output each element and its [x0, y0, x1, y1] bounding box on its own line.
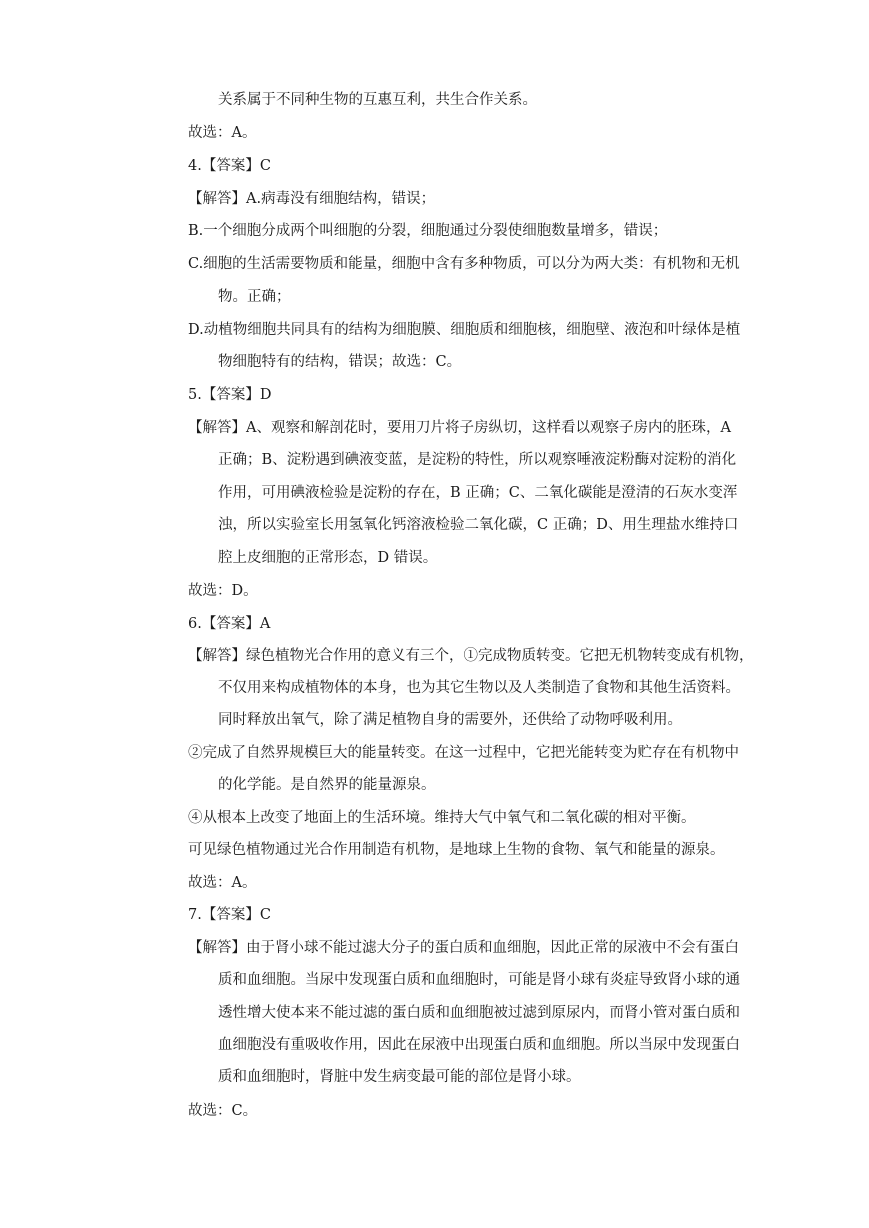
text-line: 故选：D。 — [188, 583, 258, 599]
text-line: 【解答】由于肾小球不能过滤大分子的蛋白质和血细胞，因此正常的尿液中不会有蛋白 — [188, 940, 739, 956]
text-line: 【解答】A.病毒没有细胞结构，错误； — [188, 191, 436, 207]
text-line: C.细胞的生活需要物质和能量，细胞中含有多种物质，可以分为两大类：有机物和无机 — [188, 256, 740, 272]
text-line: 腔上皮细胞的正常形态，D 错误。 — [218, 550, 438, 566]
answer-heading: 7.【答案】C — [188, 907, 271, 923]
text-line: 透性增大使本来不能过滤的蛋白质和血细胞被过滤到原尿内，而肾小管对蛋白质和 — [218, 1005, 740, 1021]
text-line: 血细胞没有重吸收作用，因此在尿液中出现蛋白质和血细胞。所以当尿中发现蛋白 — [218, 1037, 740, 1053]
answer-heading: 5.【答案】D — [188, 387, 272, 403]
text-line: 故选：C。 — [188, 1103, 258, 1119]
text-line: 【解答】绿色植物光合作用的意义有三个，①完成物质转变。它把无机物转变成有机物， — [188, 648, 754, 664]
answer-heading: 4.【答案】C — [188, 158, 271, 174]
text-line: 关系属于不同种生物的互惠互利，共生合作关系。 — [218, 92, 537, 108]
text-line: 质和血细胞时，肾脏中发生病变最可能的部位是肾小球。 — [218, 1069, 581, 1085]
text-line: 物细胞特有的结构，错误；故选：C。 — [218, 354, 462, 370]
text-line: ④从根本上改变了地面上的生活环境。维持大气中氧气和二氧化碳的相对平衡。 — [188, 810, 696, 826]
text-line: 不仅用来构成植物体的本身，也为其它生物以及人类制造了食物和其他生活资料。 — [218, 680, 740, 696]
text-line: 的化学能。是自然界的能量源泉。 — [218, 777, 436, 793]
text-line: 正确；B、淀粉遇到碘液变蓝，是淀粉的特性，所以观察唾液淀粉酶对淀粉的消化 — [218, 452, 737, 468]
text-line: ②完成了自然界规模巨大的能量转变。在这一过程中，它把光能转变为贮存在有机物中 — [188, 745, 739, 761]
text-line: 故选：A。 — [188, 125, 257, 141]
text-line: 同时释放出氧气，除了满足植物自身的需要外，还供给了动物呼吸利用。 — [218, 712, 682, 728]
text-line: 故选：A。 — [188, 875, 257, 891]
text-line: 浊，所以实验室长用氢氧化钙溶液检验二氧化碳，C 正确；D、用生理盐水维持口 — [218, 517, 739, 533]
text-line: 物。正确； — [218, 289, 291, 305]
text-line: 作用，可用碘液检验是淀粉的存在，B 正确；C、二氧化碳能是澄清的石灰水变浑 — [218, 485, 738, 501]
text-line: 【解答】A、观察和解剖花时，要用刀片将子房纵切，这样看以观察子房内的胚珠，A — [188, 420, 731, 436]
text-line: 可见绿色植物通过光合作用制造有机物，是地球上生物的食物、氧气和能量的源泉。 — [188, 842, 725, 858]
text-line: 质和血细胞。当尿中发现蛋白质和血细胞时，可能是肾小球有炎症导致肾小球的通 — [218, 972, 740, 988]
answer-heading: 6.【答案】A — [188, 616, 271, 632]
text-line: D.动植物细胞共同具有的结构为细胞膜、细胞质和细胞核，细胞壁、液泡和叶绿体是植 — [188, 322, 741, 338]
text-line: B.一个细胞分成两个叫细胞的分裂，细胞通过分裂使细胞数量增多，错误； — [188, 223, 668, 239]
